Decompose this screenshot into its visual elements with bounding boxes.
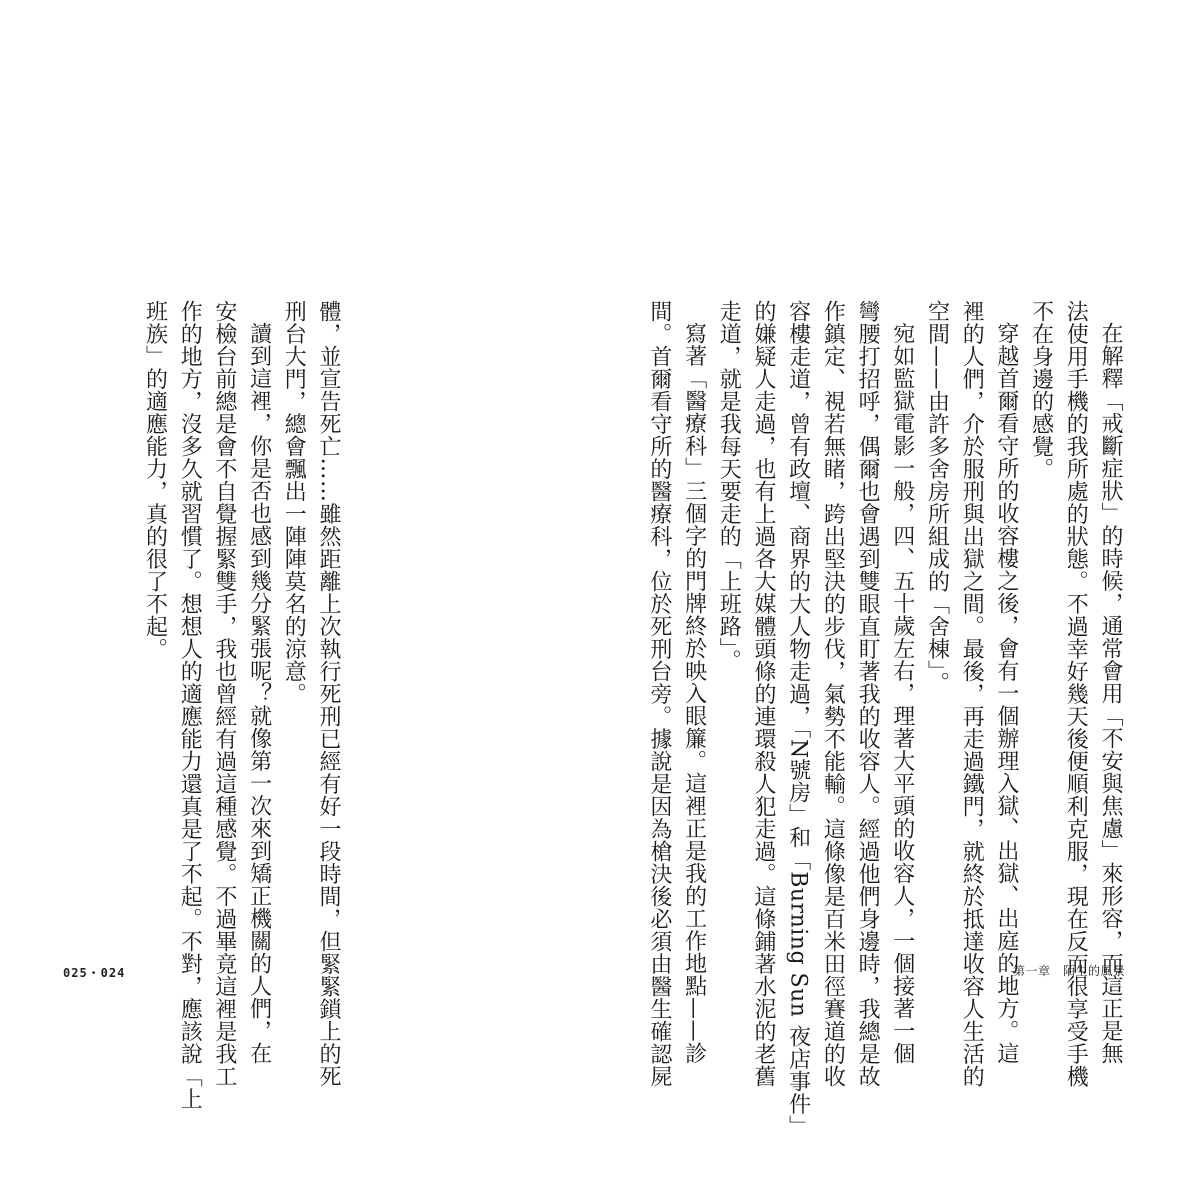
text-line: 作鎮定、視若無睹，跨出堅決的步伐，氣勢不能輸。這條像是百米田徑賽道的收 [820,300,846,1088]
text-line: 不在身邊的感覺。 [1028,300,1054,480]
text-line: 作的地方，沒多久就習慣了。想想人的適應能力還真是了不起。不對，應該說「上 [177,300,203,1110]
text-line: 間。首爾看守所的醫療科，位於死刑台旁。據說是因為槍決後必須由醫生確認屍 [646,300,672,1088]
text-line: 的嫌疑人走過，也有上過各大媒體頭條的連環殺人犯走過。這條鋪著水泥的老舊 [750,300,776,1088]
page-numbers: 025・024 [63,966,126,980]
text-line: 班族」的適應能力，真的很了不起。 [142,300,168,660]
text-line: 寫著「醫療科」三個字的門牌終於映入眼簾。這裡正是我的工作地點——診 [681,322,707,1065]
text-line: 走道，就是我每天要走的「上班路」。 [716,300,742,672]
text-line: 穿越首爾看守所的收容樓之後，會有一個辦理入獄、出獄、出庭的地方。這 [993,322,1019,1065]
text-line: 讀到這裡，你是否也感到幾分緊張呢？就像第一次來到矯正機關的人們，在 [246,322,272,1065]
chapter-running-head: 第一章 陌生的風景 [1013,964,1126,978]
text-line: 空間——由許多舍房所組成的「舍棟」。 [924,300,950,694]
text-line: 刑台大門，總會飄出一陣陣莫名的涼意。 [281,300,307,705]
text-line: 在解釋「戒斷症狀」的時候，通常會用「不安與焦慮」來形容，而這正是無 [1098,322,1123,1065]
text-line: 安檢台前總是會不自覺握緊雙手，我也曾經有過這種感覺。不過畢竟這裡是我工 [211,300,237,1088]
text-line: 裡的人們，介於服刑與出獄之間。最後，再走過鐵門，就終於抵達收容人生活的 [959,300,985,1088]
right-page-body [382,300,1127,1138]
text-line: 體，並宣告死亡……雖然距離上次執行死刑已經有好一段時間，但緊緊鎖上的死 [316,300,341,1088]
text-line: 彎腰打招呼，偶爾也會遇到雙眼直盯著我的收容人。經過他們身邊時，我總是故 [855,300,881,1088]
left-page-body [135,300,345,1110]
text-line: 容樓走道，曾有政壇、商界的大人物走過，「N號房」和「Burning Sun 夜店事件」 [785,300,811,1138]
text-line: 法使用手機的我所處的狀態。不過幸好幾天後便順利克服，現在反而很享受手機 [1063,300,1089,1088]
text-line: 宛如監獄電影一般，四、五十歲左右，理著大平頭的收容人，一個接著一個 [889,322,915,1065]
